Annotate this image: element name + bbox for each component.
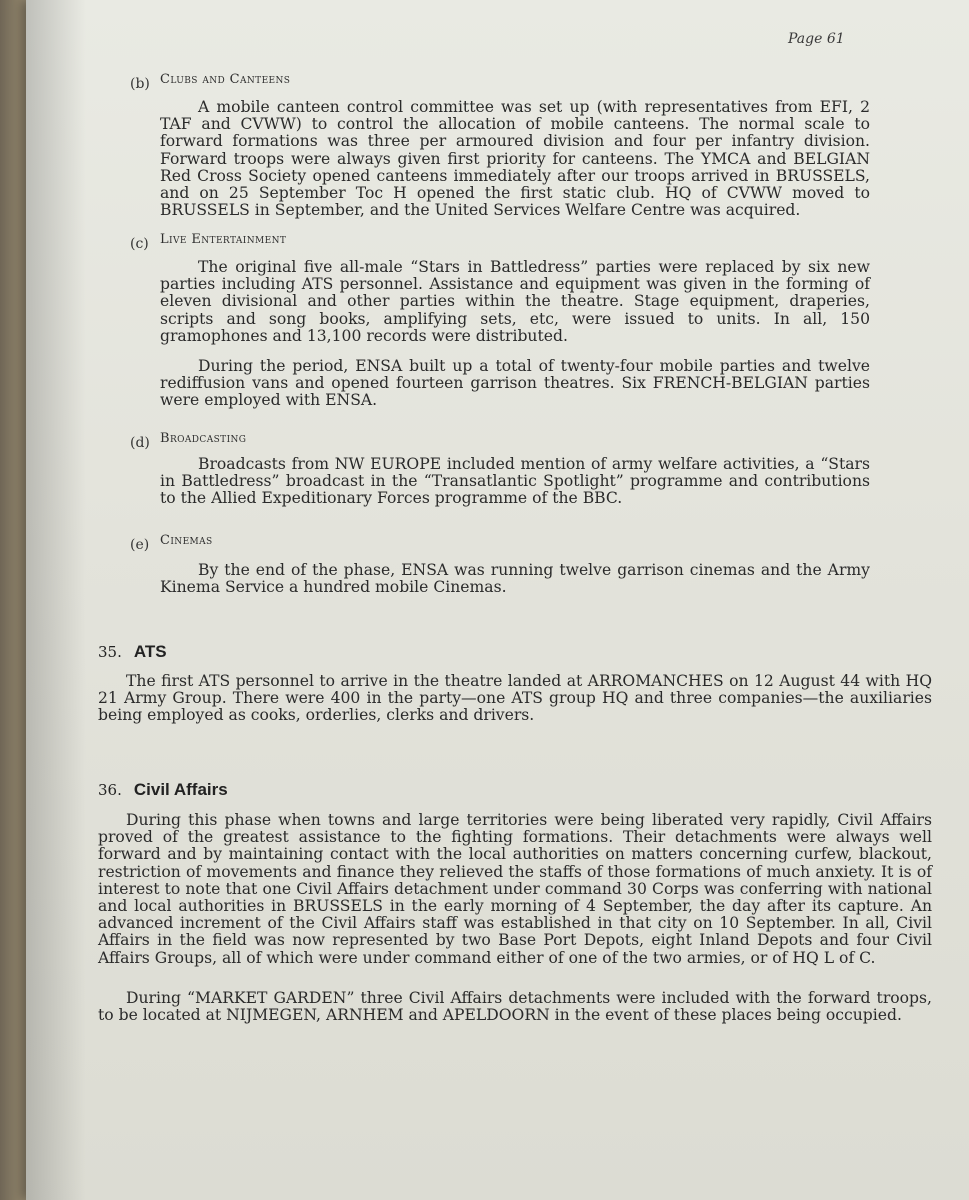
subsection-letter-e: (e) xyxy=(130,537,150,553)
paragraph-live-entertainment-1: The original five all-male “Stars in Battledress” parties were replaced by six new parties including ATS personnel. Assistance and equipment was given in the forming of eleven divisional and other parties within the theatre. Stage equipment, draperies, scripts and song books, amplifying sets, etc, were issued to units. In all, 150 gramophones and 13,100 records were distributed. xyxy=(160,258,870,345)
paragraph-civil-affairs-2: During “MARKET GARDEN” three Civil Affairs detachments were included with the forward troops, to be located at NIJMEGEN, ARNHEM and APELDOORN in the event of these places being occupied. xyxy=(98,989,932,1025)
section-title-ats: ATS xyxy=(133,642,167,661)
paragraph-clubs-canteens: A mobile canteen control committee was set up (with representatives from EFI, 2 TAF and CVWW) to control the allocation of mobile canteens. The normal scale to forward formations was three per armoured division and four per infantry division. Forward troops were always given first priority for canteens. The YMCA and BELGIAN Red Cross Society opened canteens immediately after our troops arrived in BRUSSELS, and on 25 September Toc H opened the first static club. HQ of CVWW moved to BRUSSELS in September, and the United Services Welfare Centre was acquired. xyxy=(160,98,870,220)
paragraph-ats: The first ATS personnel to arrive in the theatre landed at ARROMANCHES on 12 August 44 with HQ 21 Army Group. There were 400 in the party—one ATS group HQ and three companies—the auxiliaries being employed as cooks, orderlies, clerks and drivers. xyxy=(98,672,932,725)
subsection-heading-clubs-canteens: Clubs and Canteens xyxy=(160,72,291,87)
paragraph-cinemas: By the end of the phase, ENSA was running twelve garrison cinemas and the Army Kinema Service a hundred mobile Cinemas. xyxy=(160,561,870,597)
section-heading-ats xyxy=(98,642,167,662)
subsection-heading-live-entertainment: Live Entertainment xyxy=(160,232,287,247)
subsection-heading-broadcasting: Broadcasting xyxy=(160,431,247,446)
section-heading-civil-affairs xyxy=(98,780,228,800)
section-number-36: 36. xyxy=(98,781,122,799)
paragraph-civil-affairs-1: During this phase when towns and large territories were being liberated very rapidly, Civil Affairs proved of the greatest assistance to the fighting formations. Their detachments were always well forward and by maintaining contact with the local authorities on matters concerning curfew, blackout, restriction of movements and finance they relieved the staffs of those formations of much anxiety. It is of interest to note that one Civil Affairs detachment under command 30 Corps was conferring with national and local authorities in BRUSSELS in the early morning of 4 September, the day after its capture. An advanced increment of the Civil Affairs staff was established in that city on 10 September. In all, Civil Affairs in the field was now represented by two Base Port Depots, eight Inland Depots and four Civil Affairs Groups, all of which were under command either of one of the two armies, or of HQ L of C. xyxy=(98,811,932,967)
page-number: Page 61 xyxy=(788,31,845,47)
subsection-heading-cinemas: Cinemas xyxy=(160,533,213,548)
section-number-35: 35. xyxy=(98,643,122,661)
subsection-letter-d: (d) xyxy=(130,435,150,451)
subsection-letter-b: (b) xyxy=(130,76,150,92)
paragraph-live-entertainment-2: During the period, ENSA built up a total of twenty-four mobile parties and twelve rediffusion vans and opened fourteen garrison theatres. Six FRENCH-BELGIAN parties were employed with ENSA. xyxy=(160,357,870,410)
subsection-letter-c: (c) xyxy=(130,236,149,252)
section-title-civil-affairs: Civil Affairs xyxy=(133,780,228,799)
paragraph-broadcasting: Broadcasts from NW EUROPE included mention of army welfare activities, a “Stars in Battledress” broadcast in the “Transatlantic Spotlight” programme and contributions to the Allied Expeditionary Forces programme of the BBC. xyxy=(160,455,870,508)
document-page xyxy=(26,0,969,1200)
